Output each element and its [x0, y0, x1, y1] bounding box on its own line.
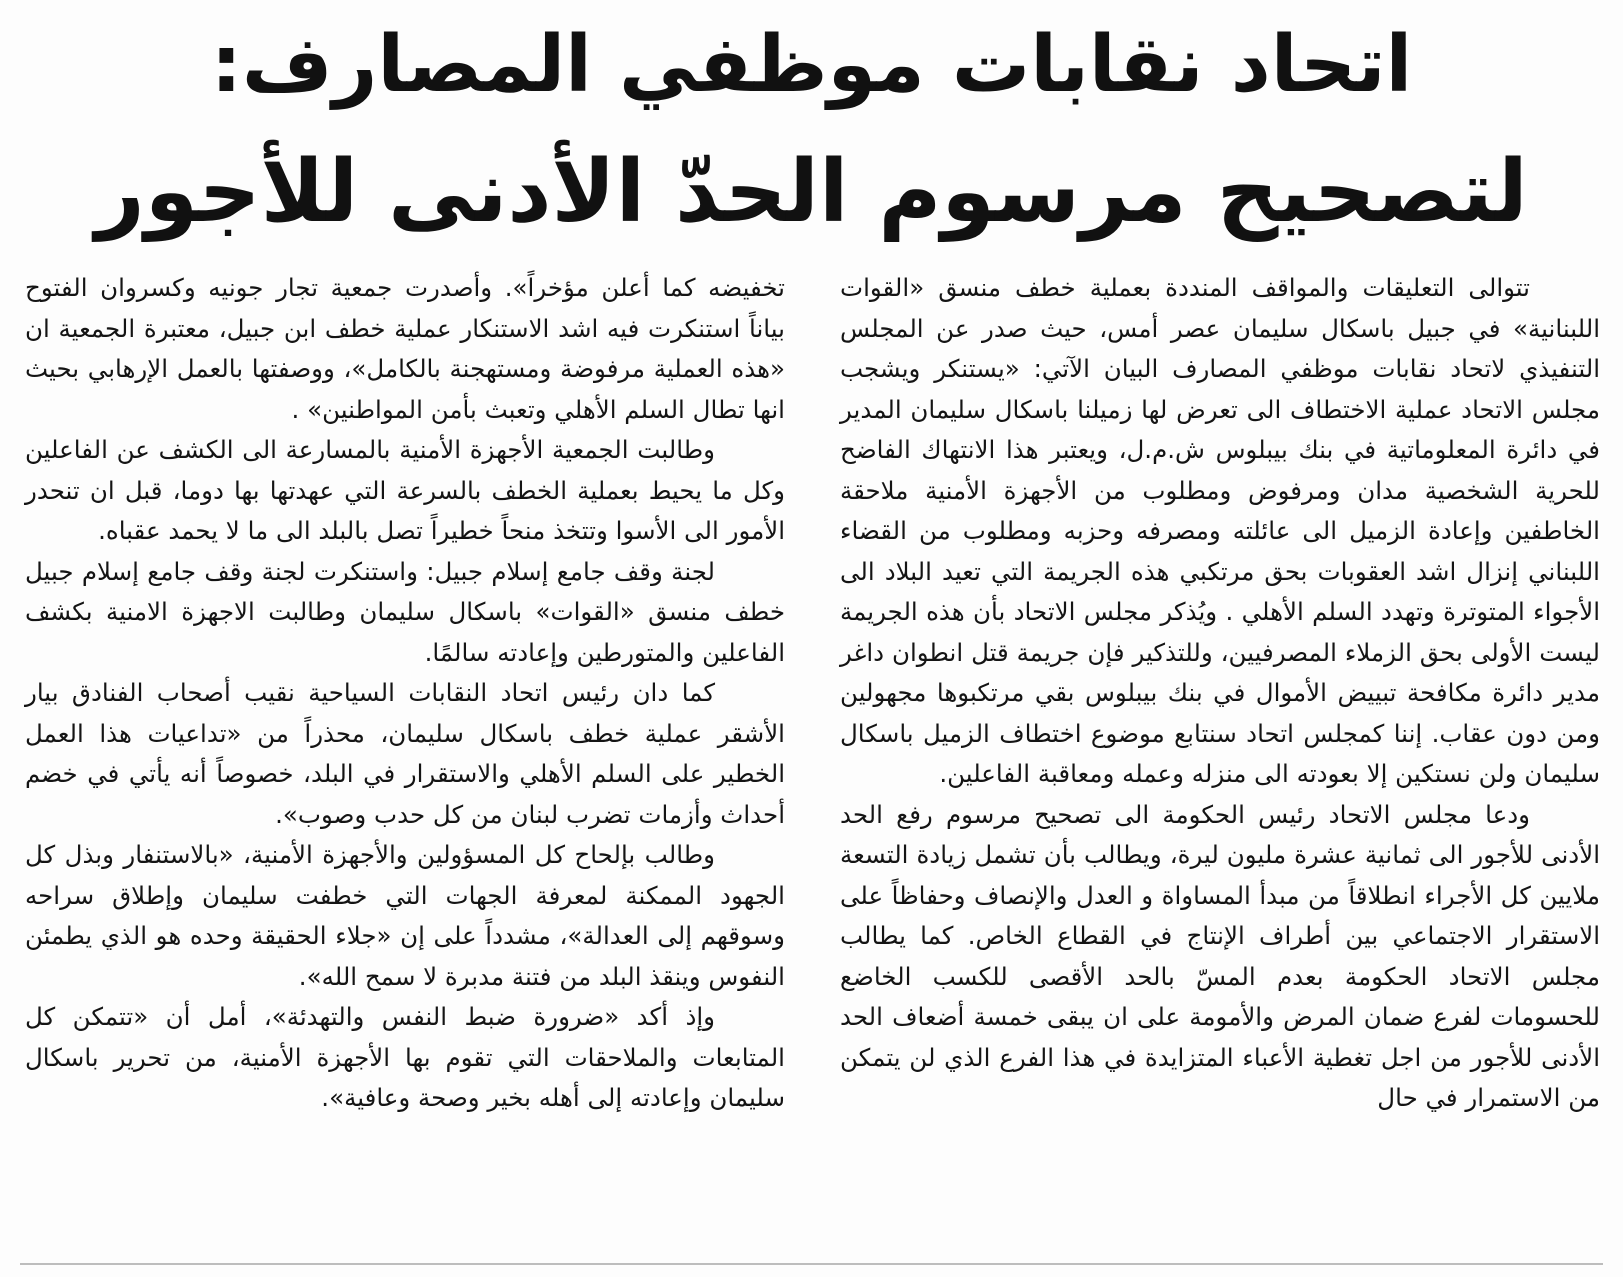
- bottom-divider: [20, 1263, 1603, 1265]
- paragraph: وإذ أكد «ضرورة ضبط النفس والتهدئة»، أمل أن «تتمكن كل المتابعات والملاحقات التي تقوم بها الأجهزة الأمنية، من تحرير باسكال سليمان وإعادته إلى أهله بخير وصحة وعافية».: [25, 1002, 785, 1112]
- paragraph: تتوالى التعليقات والمواقف المنددة بعملية خطف منسق «القوات اللبنانية» في جبيل باسكال سليمان عصر أمس، حيث صدر عن المجلس التنفيذي لاتحاد نقابات موظفي المصارف البيان الآتي: «يستنكر ويشجب مجلس الاتحاد عملية الاختطاف الى تعرض لها زميلنا باسكال سليمان المدير في دائرة المعلوماتية في بنك بيبلوس ش.م.ل، ويعتبر هذا الانتهاك الفاضح للحرية الشخصية مدان ومرفوض ومطلوب من الأجهزة الأمنية ملاحقة الخاطفين وإعادة الزميل الى عائلته ومصرفه وحزبه ومطلوب من القضاء اللبناني إنزال اشد العقوبات بحق مرتكبي هذه الجريمة التي تعيد البلاد الى الأجواء المتوترة وتهدد السلم الأهلي . ويُذكر مجلس الاتحاد بأن هذه الجريمة ليست الأولى بحق الزملاء المصرفيين، وللتذكير فإن جريمة قتل انطوان داغر مدير دائرة مكافحة تبييض الأموال في بنك بيبلوس بقي مرتكبوها مجهولين ومن دون عقاب. إننا كمجلس اتحاد سنتابع موضوع اختطاف الزميل باسكال سليمان ولن نستكين إلا بعودته الى منزله وعمله ومعاقبة الفاعلين.: [840, 273, 1600, 788]
- paragraph: تخفيضه كما أعلن مؤخراً». وأصدرت جمعية تجار جونيه وكسروان الفتوح بياناً استنكرت فيه اشد الاستنكار عملية خطف ابن جبيل، معتبرة الجمعية ان «هذه العملية مرفوضة ومستهجنة بالكامل»، ووصفتها بالعمل الإرهابي بحيث انها تطال السلم الأهلي وتعبث بأمن المواطنين» .: [25, 273, 785, 424]
- article-column-left: [25, 268, 785, 1119]
- headline-line-1: اتحاد نقابات موظفي المصارف:: [210, 20, 1413, 110]
- paragraph: وطالب بإلحاح كل المسؤولين والأجهزة الأمنية، «بالاستنفار وبذل كل الجهود الممكنة لمعرفة الجهات التي خطفت سليمان وإطلاق سراحه وسوقهم إلى العدالة»، مشدداً على إن «جلاء الحقيقة وحده هو الذي يطمئن النفوس وينقذ البلد من فتنة مدبرة لا سمح الله».: [25, 840, 785, 991]
- paragraph: لجنة وقف جامع إسلام جبيل: واستنكرت لجنة وقف جامع إسلام جبيل خطف منسق «القوات» باسكال سليمان وطالبت الاجهزة الامنية بكشف الفاعلين والمتورطين وإعادته سالمًا.: [25, 556, 785, 667]
- article-column-right: [840, 268, 1600, 1119]
- paragraph: وطالبت الجمعية الأجهزة الأمنية بالمسارعة الى الكشف عن الفاعلين وكل ما يحيط بعملية الخطف بالسرعة التي عهدتها بها دوما، قبل ان تنحدر الأمور الى الأسوا وتتخذ منحاً خطيراً تصل بالبلد الى ما لا يحمد عقباه.: [25, 435, 785, 545]
- paragraph: ودعا مجلس الاتحاد رئيس الحكومة الى تصحيح مرسوم رفع الحد الأدنى للأجور الى ثمانية عشرة مليون ليرة، ويطالب بأن تشمل زيادة التسعة ملايين كل الأجراء انطلاقاً من مبدأ المساواة و العدل والإنصاف وحفاظاً على الاستقرار الاجتماعي بين أطراف الإنتاج في القطاع الخاص. كما يطالب مجلس الاتحاد الحكومة بعدم المسّ بالحد الأقصى للكسب الخاضع للحسومات لفرع ضمان المرض والأمومة على ان يبقى خمسة أضعاف الحد الأدنى للأجور من اجل تغطية الأعباء المتزايدة في هذا الفرع الذي لن يتمكن من الاستمرار في حال: [840, 799, 1600, 1112]
- headline-line-2: لتصحيح مرسوم الحدّ الأدنى للأجور: [95, 142, 1528, 242]
- paragraph: كما دان رئيس اتحاد النقابات السياحية نقيب أصحاب الفنادق بيار الأشقر عملية خطف باسكال سليمان، محذراً من «تداعيات هذا العمل الخطير على السلم الأهلي والاستقرار في البلد، خصوصاً أنه يأتي في خضم أحداث وأزمات تضرب لبنان من كل حدب وصوب».: [25, 678, 785, 829]
